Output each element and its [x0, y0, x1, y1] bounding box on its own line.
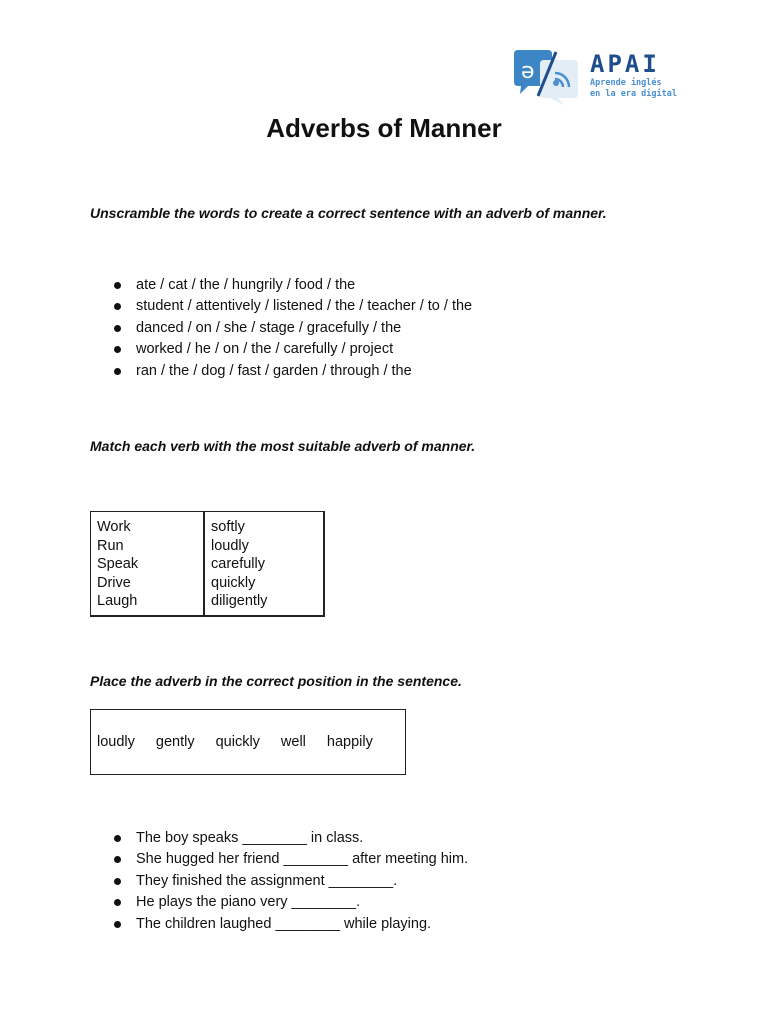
- list-item: [112, 296, 472, 317]
- match-table: [90, 511, 325, 617]
- bullet-icon: [114, 368, 121, 375]
- list-item: [112, 892, 468, 913]
- list-item: [112, 318, 472, 339]
- adverbs-cell: [204, 512, 324, 616]
- list-item: [112, 914, 468, 935]
- bullet-icon: [114, 282, 121, 289]
- logo-name: APAI: [590, 50, 660, 78]
- logo-tagline-1: Aprende inglés: [590, 78, 662, 88]
- bullet-icon: [114, 921, 121, 928]
- list-item: [112, 828, 468, 849]
- table-row: [91, 512, 325, 616]
- list-item-text: danced / on / she / stage / gracefully / the: [136, 319, 402, 336]
- sentence-text: The boy speaks ________ in class.: [136, 830, 364, 846]
- adverb-item: softly: [211, 519, 245, 535]
- bullet-icon: [114, 856, 121, 863]
- sentence-list: [112, 828, 468, 935]
- verb-item: Run: [97, 537, 124, 554]
- word-bank-item: well: [280, 734, 306, 750]
- adverb-item: quickly: [211, 574, 256, 591]
- svg-text:ə: ə: [521, 59, 535, 84]
- sentence-text: They finished the assignment ________.: [136, 872, 398, 889]
- word-bank-item: loudly: [97, 734, 135, 750]
- verb-item: Drive: [97, 574, 131, 591]
- apai-logo: [512, 48, 682, 106]
- word-bank: [90, 709, 406, 775]
- verb-item: Speak: [97, 556, 139, 573]
- sentence-text: He plays the piano very ________.: [136, 894, 361, 911]
- placement-instruction: Place the adverb in the correct position in the sentence.: [90, 673, 462, 689]
- list-item: [112, 339, 472, 360]
- bullet-icon: [114, 325, 121, 332]
- bullet-icon: [114, 303, 121, 310]
- adverb-item: carefully: [211, 556, 265, 573]
- page-title: Adverbs of Manner: [266, 113, 502, 143]
- unscramble-instruction: Unscramble the words to create a correct sentence with an adverb of manner.: [90, 205, 607, 221]
- unscramble-list: [112, 275, 472, 382]
- list-item-text: ran / the / dog / fast / garden / through / the: [136, 362, 412, 379]
- bullet-icon: [114, 899, 121, 906]
- list-item: [112, 871, 468, 892]
- word-bank-item: quickly: [215, 734, 260, 750]
- list-item: [112, 849, 468, 870]
- verbs-cell: [91, 512, 205, 616]
- verb-item: Laugh: [97, 593, 138, 610]
- verb-item: Work: [97, 519, 131, 535]
- list-item-text: student / attentively / listened / the / teacher / to / the: [136, 298, 473, 315]
- logo-tagline-2: en la era digital: [590, 89, 677, 99]
- list-item-text: worked / he / on / the / carefully / project: [136, 341, 394, 358]
- sentence-text: The children laughed ________ while playing.: [136, 915, 432, 932]
- bullet-icon: [114, 346, 121, 353]
- list-item: [112, 361, 472, 382]
- list-item-text: ate / cat / the / hungrily / food / the: [136, 277, 356, 293]
- adverb-item: loudly: [211, 537, 249, 554]
- adverb-item: diligently: [211, 593, 268, 610]
- match-instruction: Match each verb with the most suitable adverb of manner.: [90, 438, 476, 454]
- bullet-icon: [114, 878, 121, 885]
- bullet-icon: [114, 835, 121, 842]
- word-bank-item: gently: [155, 734, 195, 750]
- word-bank-item: happily: [326, 734, 373, 750]
- chat-bubble-logo-icon: [512, 48, 584, 106]
- sentence-text: She hugged her friend ________ after meeting him.: [136, 851, 469, 868]
- list-item: [112, 275, 472, 296]
- logo-text: [590, 50, 677, 100]
